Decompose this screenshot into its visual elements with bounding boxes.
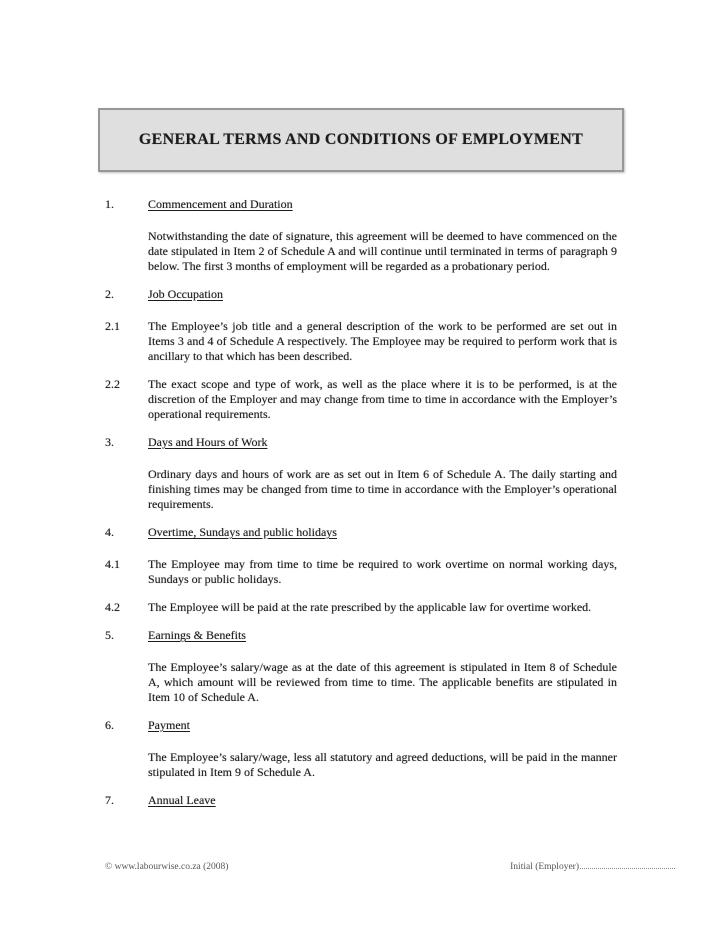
section-number: 3. (105, 435, 114, 449)
paragraph-text: The Employee may from time to time be required to work overtime on normal working days, Sundays or public holidays. (148, 557, 617, 586)
paragraph-number (105, 467, 148, 512)
footer-copyright: © www.labourwise.co.za (2008) (105, 862, 229, 872)
section-heading-text: Job Occupation (148, 287, 223, 301)
section-number: 1. (105, 197, 114, 211)
paragraph-number: 4.2 (105, 600, 120, 614)
section-4-paragraph-1 (105, 557, 617, 587)
section-heading-text: Commencement and Duration (148, 197, 293, 211)
paragraph-number: 2.2 (105, 377, 120, 391)
section-heading-text: Annual Leave (148, 793, 216, 807)
section-3-paragraph-1 (105, 467, 617, 512)
section-6-paragraph-1 (105, 750, 617, 780)
section-number: 4. (105, 525, 114, 539)
section-number: 7. (105, 793, 114, 807)
paragraph-number (105, 660, 148, 705)
paragraph-text: Ordinary days and hours of work are as set out in Item 6 of Schedule A. The daily starting and finishing times may be changed from time to time in accordance with the Employer’s operational requirements. (148, 467, 617, 511)
section-4-paragraph-2 (105, 600, 617, 615)
footer-initial-label: Initial (Employer) (510, 862, 579, 872)
footer-initial (510, 862, 675, 872)
section-6-heading (105, 718, 617, 733)
section-5-heading (105, 628, 617, 643)
page-title: GENERAL TERMS AND CONDITIONS OF EMPLOYMENT (138, 131, 584, 148)
section-3-heading (105, 435, 617, 450)
section-heading-text: Payment (148, 718, 190, 732)
section-1-paragraph-1 (105, 229, 617, 274)
paragraph-text: The Employee’s salary/wage, less all statutory and agreed deductions, will be paid in the manner stipulated in Item 9 of Schedule A. (148, 750, 617, 779)
section-number: 6. (105, 718, 114, 732)
section-2-heading (105, 287, 617, 302)
section-number: 5. (105, 628, 114, 642)
section-5-paragraph-1 (105, 660, 617, 705)
section-heading-text: Days and Hours of Work (148, 435, 268, 449)
paragraph-number: 4.1 (105, 557, 120, 571)
document-body (105, 197, 617, 825)
section-heading-text: Overtime, Sundays and public holidays (148, 525, 337, 539)
section-number: 2. (105, 287, 114, 301)
title-box (98, 108, 624, 172)
paragraph-number (105, 229, 148, 274)
footer-initial-line (580, 868, 675, 869)
paragraph-number: 2.1 (105, 319, 120, 333)
section-4-heading (105, 525, 617, 540)
paragraph-number (105, 750, 148, 780)
page-footer (105, 862, 675, 872)
paragraph-text: The Employee will be paid at the rate prescribed by the applicable law for overtime worked. (148, 600, 592, 614)
paragraph-text: The Employee’s job title and a general description of the work to be performed are set out in Items 3 and 4 of Schedule A respectively. The Employee may be required to perform work that is ancillary to that which has been described. (148, 319, 617, 363)
section-2-paragraph-1 (105, 319, 617, 364)
section-2-paragraph-2 (105, 377, 617, 422)
paragraph-text: The exact scope and type of work, as well as the place where it is to be performed, is at the discretion of the Employer and may change from time to time in accordance with the Employer’s operational requirements. (148, 377, 617, 421)
section-heading-text: Earnings & Benefits (148, 628, 246, 642)
section-1-heading (105, 197, 617, 212)
paragraph-text: The Employee’s salary/wage as at the date of this agreement is stipulated in Item 8 of Schedule A, which amount will be reviewed from time to time. The applicable benefits are stipulated in Item 10 of Schedule A. (148, 660, 617, 704)
paragraph-text: Notwithstanding the date of signature, this agreement will be deemed to have commenced on the date stipulated in Item 2 of Schedule A and will continue until terminated in terms of paragraph 9 below. The first 3 months of employment will be regarded as a probationary period. (148, 229, 617, 273)
section-7-heading (105, 793, 617, 808)
